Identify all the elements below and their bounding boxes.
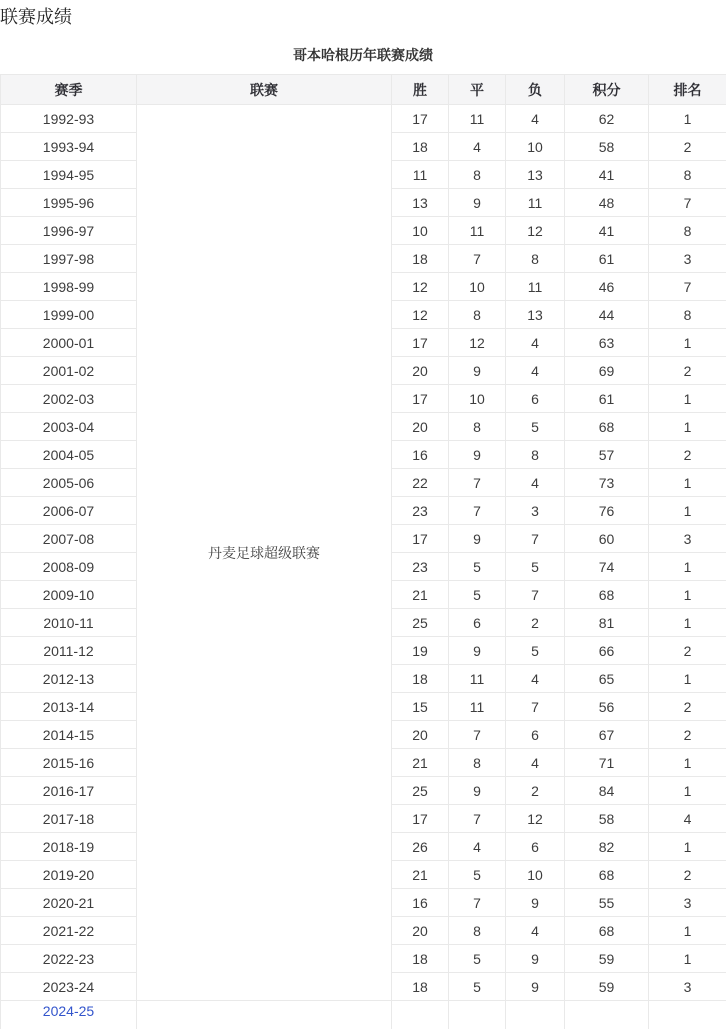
wins-cell: 20	[392, 917, 449, 945]
season-cell: 1995-96	[1, 189, 137, 217]
draws-cell: 11	[449, 693, 506, 721]
losses-cell: 12	[506, 217, 565, 245]
draws-cell: 4	[449, 833, 506, 861]
rank-cell: 1	[649, 497, 726, 525]
wins-cell: 25	[392, 609, 449, 637]
draws-cell: 7	[449, 805, 506, 833]
rank-cell: 7	[649, 189, 726, 217]
column-header-season: 赛季	[1, 75, 137, 105]
rank-cell: 1	[649, 469, 726, 497]
rank-cell: 2	[649, 133, 726, 161]
table-row	[1, 105, 726, 133]
wins-cell: 17	[392, 805, 449, 833]
draws-cell: 9	[449, 637, 506, 665]
season-cell: 2016-17	[1, 777, 137, 805]
rank-cell: 4	[649, 805, 726, 833]
rank-cell: 2	[649, 721, 726, 749]
points-cell: 62	[565, 105, 649, 133]
points-cell: 68	[565, 413, 649, 441]
league-results-table	[0, 74, 726, 1029]
rank-cell: 1	[649, 581, 726, 609]
wins-cell: 17	[392, 329, 449, 357]
points-cell: 56	[565, 693, 649, 721]
points-cell: 55	[565, 889, 649, 917]
wins-cell: 12	[392, 273, 449, 301]
season-cell: 2003-04	[1, 413, 137, 441]
losses-cell: 4	[506, 329, 565, 357]
rank-cell: 1	[649, 945, 726, 973]
points-cell: 61	[565, 385, 649, 413]
losses-cell: 9	[506, 889, 565, 917]
season-cell: 2018-19	[1, 833, 137, 861]
column-header-wins: 胜	[392, 75, 449, 105]
season-cell: 2023-24	[1, 973, 137, 1001]
column-header-draws: 平	[449, 75, 506, 105]
header-row	[1, 75, 726, 105]
rank-cell: 1	[649, 553, 726, 581]
losses-cell: 11	[506, 273, 565, 301]
draws-cell: 7	[449, 889, 506, 917]
season-cell: 2014-15	[1, 721, 137, 749]
draws-cell: 5	[449, 973, 506, 1001]
points-cell: 66	[565, 637, 649, 665]
points-cell: 46	[565, 273, 649, 301]
points-cell: 60	[565, 525, 649, 553]
rank-cell: 1	[649, 833, 726, 861]
season-cell: 2020-21	[1, 889, 137, 917]
season-cell: 2012-13	[1, 665, 137, 693]
wins-cell: 18	[392, 665, 449, 693]
rank-cell: 2	[649, 441, 726, 469]
rank-cell: 8	[649, 217, 726, 245]
wins-cell: 16	[392, 441, 449, 469]
points-cell: 68	[565, 581, 649, 609]
wins-cell: 17	[392, 105, 449, 133]
wins-cell: 13	[392, 189, 449, 217]
rank-cell: 2	[649, 861, 726, 889]
season-cell: 2001-02	[1, 357, 137, 385]
draws-cell: 5	[449, 553, 506, 581]
draws-cell: 12	[449, 329, 506, 357]
table-body	[1, 105, 726, 1029]
season-cell: 2017-18	[1, 805, 137, 833]
wins-cell: 21	[392, 581, 449, 609]
points-cell: 41	[565, 161, 649, 189]
wins-cell: 18	[392, 973, 449, 1001]
season-cell: 2015-16	[1, 749, 137, 777]
season-cell: 2000-01	[1, 329, 137, 357]
wins-cell: 23	[392, 497, 449, 525]
wins-cell: 15	[392, 693, 449, 721]
wins-cell: 25	[392, 777, 449, 805]
points-cell: 58	[565, 805, 649, 833]
season-cell: 2007-08	[1, 525, 137, 553]
draws-cell: 7	[449, 469, 506, 497]
season-cell: 1992-93	[1, 105, 137, 133]
draws-cell: 11	[449, 105, 506, 133]
losses-cell: 11	[506, 189, 565, 217]
draws-cell: 8	[449, 749, 506, 777]
wins-cell: 20	[392, 357, 449, 385]
draws-cell: 8	[449, 917, 506, 945]
season-cell: 2019-20	[1, 861, 137, 889]
points-cell: 69	[565, 357, 649, 385]
season-cell	[1, 1001, 137, 1029]
losses-cell: 4	[506, 749, 565, 777]
season-cell: 1999-00	[1, 301, 137, 329]
season-cell: 2002-03	[1, 385, 137, 413]
rank-cell: 1	[649, 385, 726, 413]
losses-cell: 4	[506, 357, 565, 385]
losses-cell: 8	[506, 245, 565, 273]
points-cell: 61	[565, 245, 649, 273]
rank-cell	[649, 1001, 726, 1029]
losses-cell: 12	[506, 805, 565, 833]
season-cell: 2009-10	[1, 581, 137, 609]
wins-cell: 23	[392, 553, 449, 581]
draws-cell: 9	[449, 441, 506, 469]
points-cell: 81	[565, 609, 649, 637]
points-cell: 58	[565, 133, 649, 161]
wins-cell: 26	[392, 833, 449, 861]
points-cell: 48	[565, 189, 649, 217]
losses-cell: 5	[506, 413, 565, 441]
wins-cell: 12	[392, 301, 449, 329]
rank-cell: 1	[649, 665, 726, 693]
season-cell: 2006-07	[1, 497, 137, 525]
column-header-league: 联赛	[137, 75, 392, 105]
losses-cell: 2	[506, 609, 565, 637]
draws-cell: 7	[449, 721, 506, 749]
losses-cell: 4	[506, 917, 565, 945]
season-link[interactable]: 2024-25	[42, 1003, 95, 1019]
draws-cell: 11	[449, 217, 506, 245]
losses-cell: 7	[506, 693, 565, 721]
season-cell: 1997-98	[1, 245, 137, 273]
losses-cell: 5	[506, 553, 565, 581]
draws-cell: 6	[449, 609, 506, 637]
draws-cell	[449, 1001, 506, 1029]
losses-cell: 7	[506, 525, 565, 553]
season-cell: 2010-11	[1, 609, 137, 637]
losses-cell: 6	[506, 721, 565, 749]
losses-cell: 6	[506, 833, 565, 861]
draws-cell: 8	[449, 301, 506, 329]
draws-cell: 5	[449, 581, 506, 609]
draws-cell: 7	[449, 497, 506, 525]
points-cell: 57	[565, 441, 649, 469]
points-cell: 68	[565, 917, 649, 945]
losses-cell: 6	[506, 385, 565, 413]
losses-cell: 5	[506, 637, 565, 665]
draws-cell: 10	[449, 385, 506, 413]
rank-cell: 1	[649, 749, 726, 777]
losses-cell: 10	[506, 133, 565, 161]
losses-cell: 8	[506, 441, 565, 469]
losses-cell: 13	[506, 301, 565, 329]
wins-cell: 18	[392, 945, 449, 973]
season-cell: 2008-09	[1, 553, 137, 581]
wins-cell: 18	[392, 133, 449, 161]
rank-cell: 3	[649, 245, 726, 273]
season-cell: 1998-99	[1, 273, 137, 301]
league-cell: 丹麦足球超级联赛	[137, 105, 392, 1001]
table-row-partial	[1, 1001, 726, 1029]
wins-cell: 10	[392, 217, 449, 245]
losses-cell: 2	[506, 777, 565, 805]
wins-cell: 21	[392, 861, 449, 889]
season-cell: 1993-94	[1, 133, 137, 161]
wins-cell: 20	[392, 721, 449, 749]
wins-cell: 22	[392, 469, 449, 497]
wins-cell: 11	[392, 161, 449, 189]
column-header-losses: 负	[506, 75, 565, 105]
losses-cell: 4	[506, 105, 565, 133]
draws-cell: 5	[449, 945, 506, 973]
table-caption: 哥本哈根历年联赛成绩	[293, 47, 433, 63]
season-cell: 1994-95	[1, 161, 137, 189]
wins-cell: 20	[392, 413, 449, 441]
draws-cell: 8	[449, 161, 506, 189]
draws-cell: 7	[449, 245, 506, 273]
column-header-rank: 排名	[649, 75, 726, 105]
season-cell: 2022-23	[1, 945, 137, 973]
rank-cell: 2	[649, 637, 726, 665]
points-cell: 65	[565, 665, 649, 693]
points-cell: 63	[565, 329, 649, 357]
wins-cell: 17	[392, 385, 449, 413]
wins-cell: 21	[392, 749, 449, 777]
rank-cell: 3	[649, 889, 726, 917]
season-cell: 1996-97	[1, 217, 137, 245]
season-cell: 2004-05	[1, 441, 137, 469]
draws-cell: 9	[449, 525, 506, 553]
points-cell: 41	[565, 217, 649, 245]
points-cell: 74	[565, 553, 649, 581]
rank-cell: 1	[649, 777, 726, 805]
rank-cell: 3	[649, 973, 726, 1001]
draws-cell: 9	[449, 777, 506, 805]
points-cell: 71	[565, 749, 649, 777]
points-cell: 73	[565, 469, 649, 497]
draws-cell: 9	[449, 189, 506, 217]
wins-cell: 17	[392, 525, 449, 553]
points-cell: 84	[565, 777, 649, 805]
rank-cell: 1	[649, 105, 726, 133]
losses-cell: 9	[506, 973, 565, 1001]
column-header-points: 积分	[565, 75, 649, 105]
points-cell: 59	[565, 973, 649, 1001]
draws-cell: 11	[449, 665, 506, 693]
losses-cell: 9	[506, 945, 565, 973]
wins-cell: 18	[392, 245, 449, 273]
rank-cell: 1	[649, 329, 726, 357]
draws-cell: 4	[449, 133, 506, 161]
season-cell: 2013-14	[1, 693, 137, 721]
points-cell: 59	[565, 945, 649, 973]
draws-cell: 10	[449, 273, 506, 301]
league-cell	[137, 1001, 392, 1029]
page-title: 联赛成绩	[0, 7, 72, 27]
season-cell: 2005-06	[1, 469, 137, 497]
draws-cell: 8	[449, 413, 506, 441]
rank-cell: 1	[649, 609, 726, 637]
losses-cell: 4	[506, 469, 565, 497]
points-cell: 68	[565, 861, 649, 889]
wins-cell: 16	[392, 889, 449, 917]
wins-cell: 19	[392, 637, 449, 665]
losses-cell: 4	[506, 665, 565, 693]
rank-cell: 3	[649, 525, 726, 553]
points-cell	[565, 1001, 649, 1029]
draws-cell: 9	[449, 357, 506, 385]
rank-cell: 2	[649, 357, 726, 385]
losses-cell: 3	[506, 497, 565, 525]
points-cell: 44	[565, 301, 649, 329]
losses-cell: 13	[506, 161, 565, 189]
rank-cell: 1	[649, 413, 726, 441]
points-cell: 76	[565, 497, 649, 525]
rank-cell: 8	[649, 301, 726, 329]
points-cell: 67	[565, 721, 649, 749]
wins-cell	[392, 1001, 449, 1029]
losses-cell: 10	[506, 861, 565, 889]
rank-cell: 8	[649, 161, 726, 189]
losses-cell: 7	[506, 581, 565, 609]
season-cell: 2021-22	[1, 917, 137, 945]
rank-cell: 7	[649, 273, 726, 301]
rank-cell: 1	[649, 917, 726, 945]
losses-cell	[506, 1001, 565, 1029]
rank-cell: 2	[649, 693, 726, 721]
draws-cell: 5	[449, 861, 506, 889]
season-cell: 2011-12	[1, 637, 137, 665]
points-cell: 82	[565, 833, 649, 861]
